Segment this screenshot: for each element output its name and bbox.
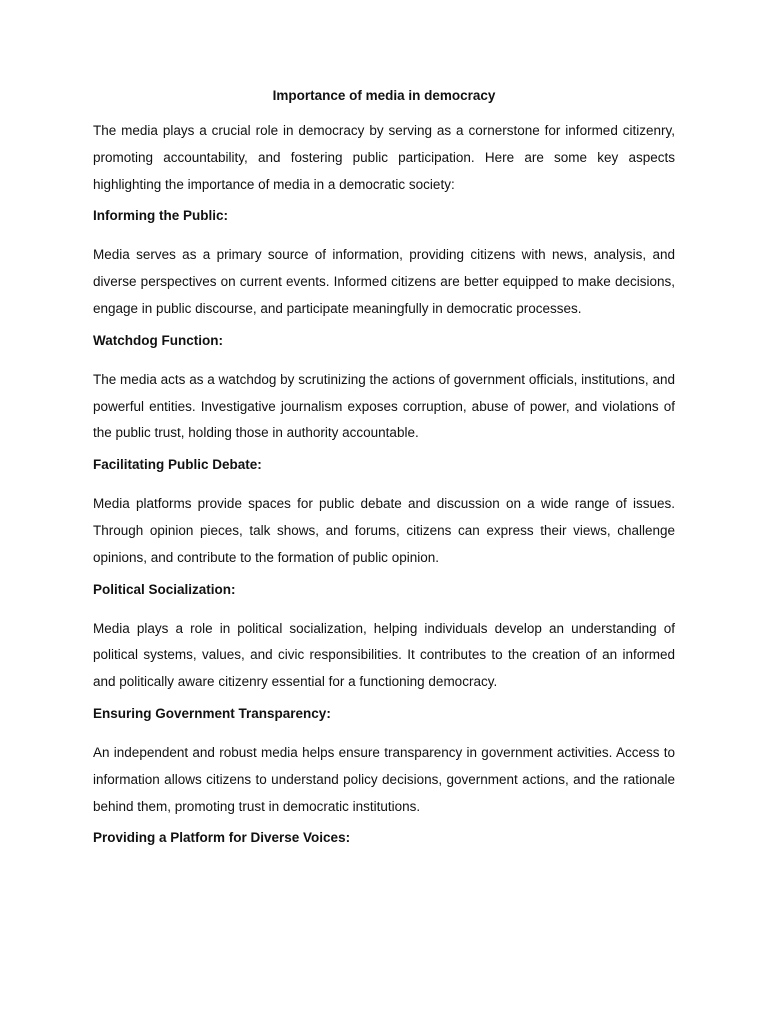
document-title: Importance of media in democracy [272, 88, 496, 103]
section-body-informing-public: Media serves as a primary source of information, providing citizens with news, analysis, and diverse perspectives on current events. Informed citizens are better equipped to make decisions, engage in public discourse, and participate meaningfully in democratic processes. [93, 247, 675, 316]
section-heading-diverse-voices: Providing a Platform for Diverse Voices: [93, 830, 351, 846]
section-heading-public-debate: Facilitating Public Debate: [93, 457, 262, 473]
section-body-public-debate: Media platforms provide spaces for public debate and discussion on a wide range of issues. Through opinion pieces, talk shows, and forums, citizens can express their views, challenge opinions, and contribute to the formation of public opinion. [93, 496, 675, 565]
intro-paragraph: The media plays a crucial role in democracy by serving as a cornerstone for informed citizenry, promoting accountability, and fostering public participation. Here are some key aspects highlighting the importance of media in a democratic society: [93, 123, 675, 192]
section-heading-informing-public: Informing the Public: [93, 208, 228, 224]
section-body-watchdog-function: The media acts as a watchdog by scrutinizing the actions of government officials, institutions, and powerful entities. Investigative journalism exposes corruption, abuse of power, and violations of the public trust, holding those in authority accountable. [93, 371, 675, 441]
section-body-government-transparency: An independent and robust media helps ensure transparency in government activities. Access to information allows citizens to understand policy decisions, government actions, and the rationale behind them, promoting trust in democratic institutions. [93, 744, 675, 814]
document-page [93, 86, 675, 864]
section-heading-political-socialization: Political Socialization: [93, 581, 236, 597]
section-heading-watchdog-function: Watchdog Function: [93, 332, 223, 348]
section-body-political-socialization: Media plays a role in political socialization, helping individuals develop an understanding of political systems, values, and civic responsibilities. It contributes to the creation of an informed and politically aware citizenry essential for a functioning democracy. [93, 620, 675, 690]
section-heading-government-transparency: Ensuring Government Transparency: [93, 705, 331, 721]
